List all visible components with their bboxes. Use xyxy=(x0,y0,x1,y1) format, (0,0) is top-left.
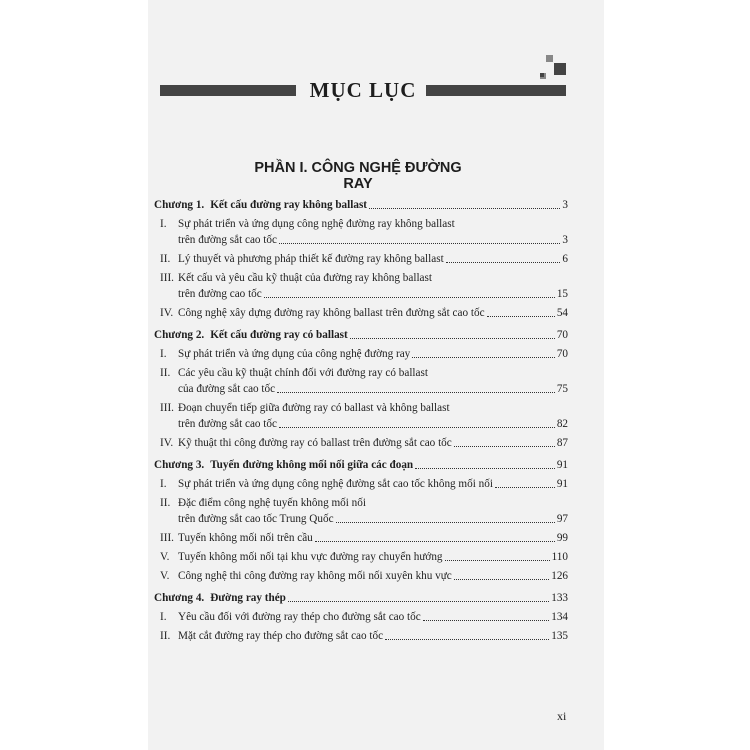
chapter-entry xyxy=(154,329,568,342)
section-entry xyxy=(154,513,568,526)
dot-leader xyxy=(385,638,549,640)
dot-leader xyxy=(454,578,549,580)
section-page: 135 xyxy=(551,630,568,642)
chapter-title: Tuyến đường không mối nối giữa các đoạn xyxy=(210,459,414,471)
chapter-page: 91 xyxy=(556,459,568,471)
section-page: 134 xyxy=(551,611,568,623)
chapter-entry xyxy=(154,459,568,472)
section-page: 87 xyxy=(556,437,568,449)
section-title: Công nghệ thi công đường ray không mối nối xuyên khu vực xyxy=(178,570,452,582)
section-title: Sự phát triển và ứng dụng của công nghệ đường ray xyxy=(178,348,411,360)
section-title: Đoạn chuyển tiếp giữa đường ray có ballast và không ballast xyxy=(178,402,450,414)
chapter-title: Đường ray thép xyxy=(210,592,286,604)
section-page: 3 xyxy=(562,234,568,246)
section-number: I. xyxy=(160,611,167,623)
part-heading: PHẦN I. CÔNG NGHỆ ĐƯỜNG RAY xyxy=(254,160,462,192)
chapter-entry xyxy=(154,592,568,605)
section-title: Công nghệ xây dựng đường ray không ballast trên đường sắt cao tốc xyxy=(178,307,485,319)
section-entry xyxy=(154,307,568,320)
section-page: 91 xyxy=(556,478,568,490)
dot-leader xyxy=(277,391,555,393)
section-number: IV. xyxy=(160,307,174,319)
section-entry xyxy=(154,253,568,266)
section-entry xyxy=(154,611,568,624)
chapter-label: Chương 2. xyxy=(154,329,205,341)
section-entry xyxy=(154,630,568,643)
section-number: II. xyxy=(160,367,171,379)
section-entry xyxy=(154,402,568,415)
dot-leader xyxy=(412,356,555,358)
dot-leader xyxy=(279,426,555,428)
dot-leader xyxy=(487,315,555,317)
section-page: 110 xyxy=(551,551,568,563)
dot-leader xyxy=(445,559,550,561)
decorative-square xyxy=(554,63,566,75)
chapter-title: Kết cấu đường ray có ballast xyxy=(210,329,348,341)
dot-leader xyxy=(264,296,555,298)
section-title: Kỹ thuật thi công đường ray có ballast trên đường sắt cao tốc xyxy=(178,437,452,449)
chapter-page: 133 xyxy=(551,592,568,604)
dot-leader xyxy=(288,600,549,602)
book-page xyxy=(148,0,604,750)
dot-leader xyxy=(495,486,555,488)
section-number: II. xyxy=(160,497,171,509)
section-entry xyxy=(154,418,568,431)
section-title: Lý thuyết và phương pháp thiết kế đường ray không ballast xyxy=(178,253,444,265)
section-page: 75 xyxy=(556,383,568,395)
section-entry xyxy=(154,437,568,450)
section-title: trên đường cao tốc xyxy=(178,288,262,300)
section-title: Mặt cắt đường ray thép cho đường sắt cao tốc xyxy=(178,630,384,642)
chapter-entry xyxy=(154,199,568,212)
decorative-bar-left xyxy=(160,85,296,96)
section-entry xyxy=(154,532,568,545)
section-page: 99 xyxy=(556,532,568,544)
section-entry xyxy=(154,348,568,361)
page-number: xi xyxy=(557,709,567,723)
section-number: III. xyxy=(160,272,174,284)
dot-leader xyxy=(336,521,555,523)
section-title: trên đường sắt cao tốc xyxy=(178,234,277,246)
section-page: 15 xyxy=(556,288,568,300)
decorative-square-small xyxy=(546,55,553,62)
section-entry xyxy=(154,383,568,396)
section-number: III. xyxy=(160,532,174,544)
section-entry xyxy=(154,272,568,285)
chapter-label: Chương 1. xyxy=(154,199,205,211)
chapter-page: 3 xyxy=(562,199,568,211)
dot-leader xyxy=(369,207,560,209)
section-title: của đường sắt cao tốc xyxy=(178,383,276,395)
dot-leader xyxy=(454,445,555,447)
dot-leader xyxy=(423,619,550,621)
section-number: V. xyxy=(160,551,170,563)
dot-leader xyxy=(315,540,555,542)
section-entry xyxy=(154,497,568,510)
section-title: Kết cấu và yêu cầu kỹ thuật của đường ray không ballast xyxy=(178,272,432,284)
dot-leader xyxy=(446,261,561,263)
section-entry xyxy=(154,367,568,380)
section-title: Sự phát triển và ứng dụng công nghệ đường sắt cao tốc không mối nối xyxy=(178,478,493,490)
section-page: 126 xyxy=(551,570,568,582)
table-of-contents xyxy=(154,193,568,643)
dot-leader xyxy=(415,467,555,469)
section-page: 54 xyxy=(556,307,568,319)
chapter-page: 70 xyxy=(556,329,568,341)
decorative-bar-right xyxy=(426,85,566,96)
chapter-label: Chương 3. xyxy=(154,459,205,471)
section-title: trên đường sắt cao tốc xyxy=(178,418,277,430)
section-title: Yêu cầu đối với đường ray thép cho đường sắt cao tốc xyxy=(178,611,421,623)
section-title: Đặc điểm công nghệ tuyến không mối nối xyxy=(178,497,366,509)
dot-leader xyxy=(350,337,555,339)
section-entry xyxy=(154,551,568,564)
section-entry xyxy=(154,288,568,301)
section-number: II. xyxy=(160,253,171,265)
section-number: II. xyxy=(160,630,171,642)
section-title: Sự phát triển và ứng dụng công nghệ đường ray không ballast xyxy=(178,218,455,230)
section-page: 97 xyxy=(556,513,568,525)
section-number: I. xyxy=(160,348,167,360)
section-title: Các yêu cầu kỹ thuật chính đối với đường ray có ballast xyxy=(178,367,428,379)
section-number: IV. xyxy=(160,437,174,449)
section-title: Tuyến không mối nối trên cầu xyxy=(178,532,313,544)
section-entry xyxy=(154,218,568,231)
decorative-square-tiny xyxy=(540,73,544,77)
dot-leader xyxy=(279,242,560,244)
chapter-label: Chương 4. xyxy=(154,592,205,604)
section-number: I. xyxy=(160,218,167,230)
section-number: I. xyxy=(160,478,167,490)
section-page: 82 xyxy=(556,418,568,430)
page-title: MỤC LỤC xyxy=(309,78,417,102)
section-title: Tuyến không mối nối tại khu vực đường ray chuyển hướng xyxy=(178,551,443,563)
section-entry xyxy=(154,234,568,247)
section-entry xyxy=(154,478,568,491)
section-page: 6 xyxy=(562,253,568,265)
section-entry xyxy=(154,570,568,583)
section-title: trên đường sắt cao tốc Trung Quốc xyxy=(178,513,334,525)
section-number: III. xyxy=(160,402,174,414)
chapter-title: Kết cấu đường ray không ballast xyxy=(210,199,368,211)
section-number: V. xyxy=(160,570,170,582)
section-page: 70 xyxy=(556,348,568,360)
